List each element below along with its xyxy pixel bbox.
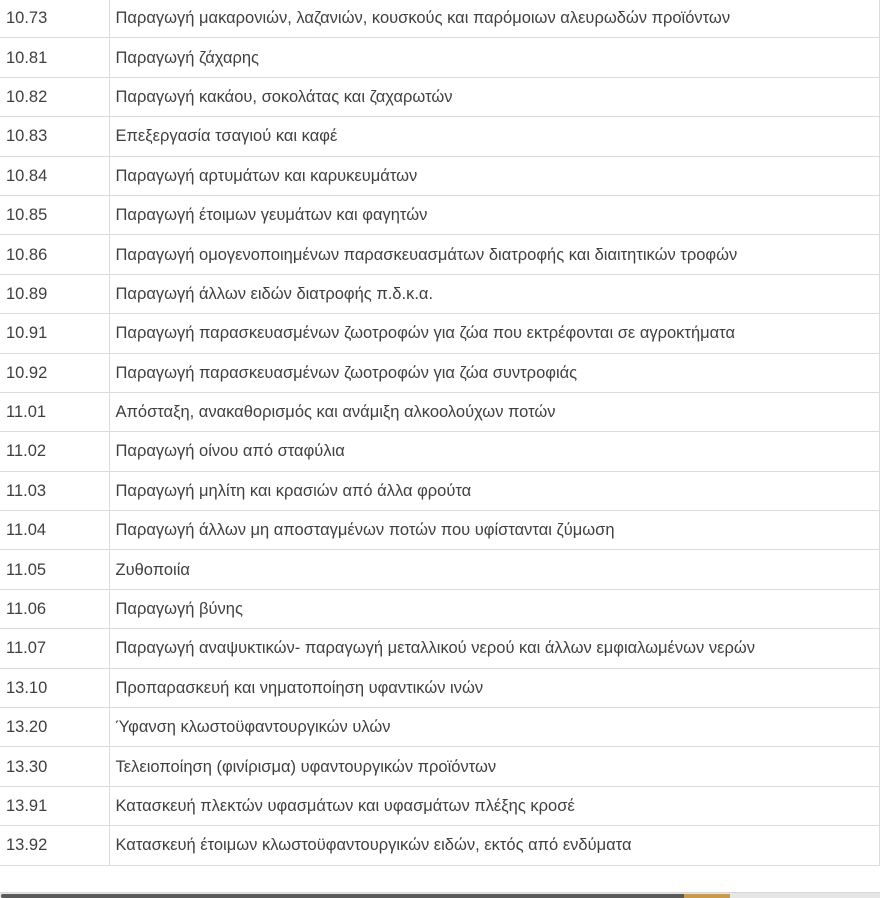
row-code: 13.20: [0, 708, 109, 747]
row-description: Παραγωγή κακάου, σοκολάτας και ζαχαρωτών: [109, 77, 879, 116]
row-code: 13.10: [0, 668, 109, 707]
table-row: [0, 38, 879, 77]
row-description: Παραγωγή παρασκευασμένων ζωοτροφών για ζώα που εκτρέφονται σε αγροκτήματα: [109, 314, 879, 353]
table-row: [0, 117, 879, 156]
row-code: 13.30: [0, 747, 109, 786]
table-row: [0, 550, 879, 589]
row-code: 13.91: [0, 786, 109, 825]
table-row: [0, 235, 879, 274]
table-row: [0, 826, 879, 865]
horizontal-scrollbar[interactable]: [0, 892, 880, 898]
table-row: [0, 511, 879, 550]
table-row: [0, 156, 879, 195]
table-row: [0, 314, 879, 353]
row-code: 13.92: [0, 826, 109, 865]
row-code: 11.03: [0, 471, 109, 510]
row-code: 11.02: [0, 432, 109, 471]
row-description: Προπαρασκευή και νηματοποίηση υφαντικών ινών: [109, 668, 879, 707]
row-description: Παραγωγή αναψυκτικών- παραγωγή μεταλλικού νερού και άλλων εμφιαλωμένων νερών: [109, 629, 879, 668]
row-description: Παραγωγή άλλων ειδών διατροφής π.δ.κ.α.: [109, 274, 879, 313]
table-row: [0, 274, 879, 313]
table-row: [0, 432, 879, 471]
row-code: 10.85: [0, 195, 109, 234]
row-code: 10.83: [0, 117, 109, 156]
row-code: 10.82: [0, 77, 109, 116]
scrollbar-thumb[interactable]: [1, 894, 710, 898]
row-description: Παραγωγή οίνου από σταφύλια: [109, 432, 879, 471]
scrollbar-accent: [684, 894, 730, 898]
table-row: [0, 747, 879, 786]
row-description: Παραγωγή βύνης: [109, 589, 879, 628]
row-code: 11.01: [0, 392, 109, 431]
row-description: Παραγωγή μηλίτη και κρασιών από άλλα φρούτα: [109, 471, 879, 510]
table-row: [0, 77, 879, 116]
row-description: Παραγωγή ζάχαρης: [109, 38, 879, 77]
table-row: [0, 195, 879, 234]
row-code: 11.04: [0, 511, 109, 550]
row-code: 10.73: [0, 0, 109, 38]
row-code: 10.86: [0, 235, 109, 274]
row-description: Παραγωγή παρασκευασμένων ζωοτροφών για ζώα συντροφιάς: [109, 353, 879, 392]
row-code: 10.92: [0, 353, 109, 392]
row-code: 10.89: [0, 274, 109, 313]
row-description: Ύφανση κλωστοϋφαντουργικών υλών: [109, 708, 879, 747]
table-row: [0, 392, 879, 431]
table-row: [0, 589, 879, 628]
row-description: Τελειοποίηση (φινίρισμα) υφαντουργικών προϊόντων: [109, 747, 879, 786]
table-row: [0, 353, 879, 392]
row-description: Επεξεργασία τσαγιού και καφέ: [109, 117, 879, 156]
row-code: 10.81: [0, 38, 109, 77]
row-description: Ζυθοποιία: [109, 550, 879, 589]
table-row: [0, 708, 879, 747]
row-code: 10.91: [0, 314, 109, 353]
row-code: 10.84: [0, 156, 109, 195]
table-row: [0, 786, 879, 825]
row-description: Παραγωγή ομογενοποιημένων παρασκευασμάτων διατροφής και διαιτητικών τροφών: [109, 235, 879, 274]
row-description: Παραγωγή αρτυμάτων και καρυκευμάτων: [109, 156, 879, 195]
row-description: Κατασκευή έτοιμων κλωστοϋφαντουργικών ειδών, εκτός από ενδύματα: [109, 826, 879, 865]
table-row: [0, 629, 879, 668]
row-description: Παραγωγή άλλων μη αποσταγμένων ποτών που υφίστανται ζύμωση: [109, 511, 879, 550]
row-code: 11.07: [0, 629, 109, 668]
row-code: 11.05: [0, 550, 109, 589]
table-row: [0, 0, 879, 38]
table-row: [0, 668, 879, 707]
table-row: [0, 471, 879, 510]
row-description: Παραγωγή μακαρονιών, λαζανιών, κουσκούς και παρόμοιων αλευρωδών προϊόντων: [109, 0, 879, 38]
row-code: 11.06: [0, 589, 109, 628]
row-description: Απόσταξη, ανακαθορισμός και ανάμιξη αλκοολούχων ποτών: [109, 392, 879, 431]
row-description: Παραγωγή έτοιμων γευμάτων και φαγητών: [109, 195, 879, 234]
row-description: Κατασκευή πλεκτών υφασμάτων και υφασμάτων πλέξης κροσέ: [109, 786, 879, 825]
